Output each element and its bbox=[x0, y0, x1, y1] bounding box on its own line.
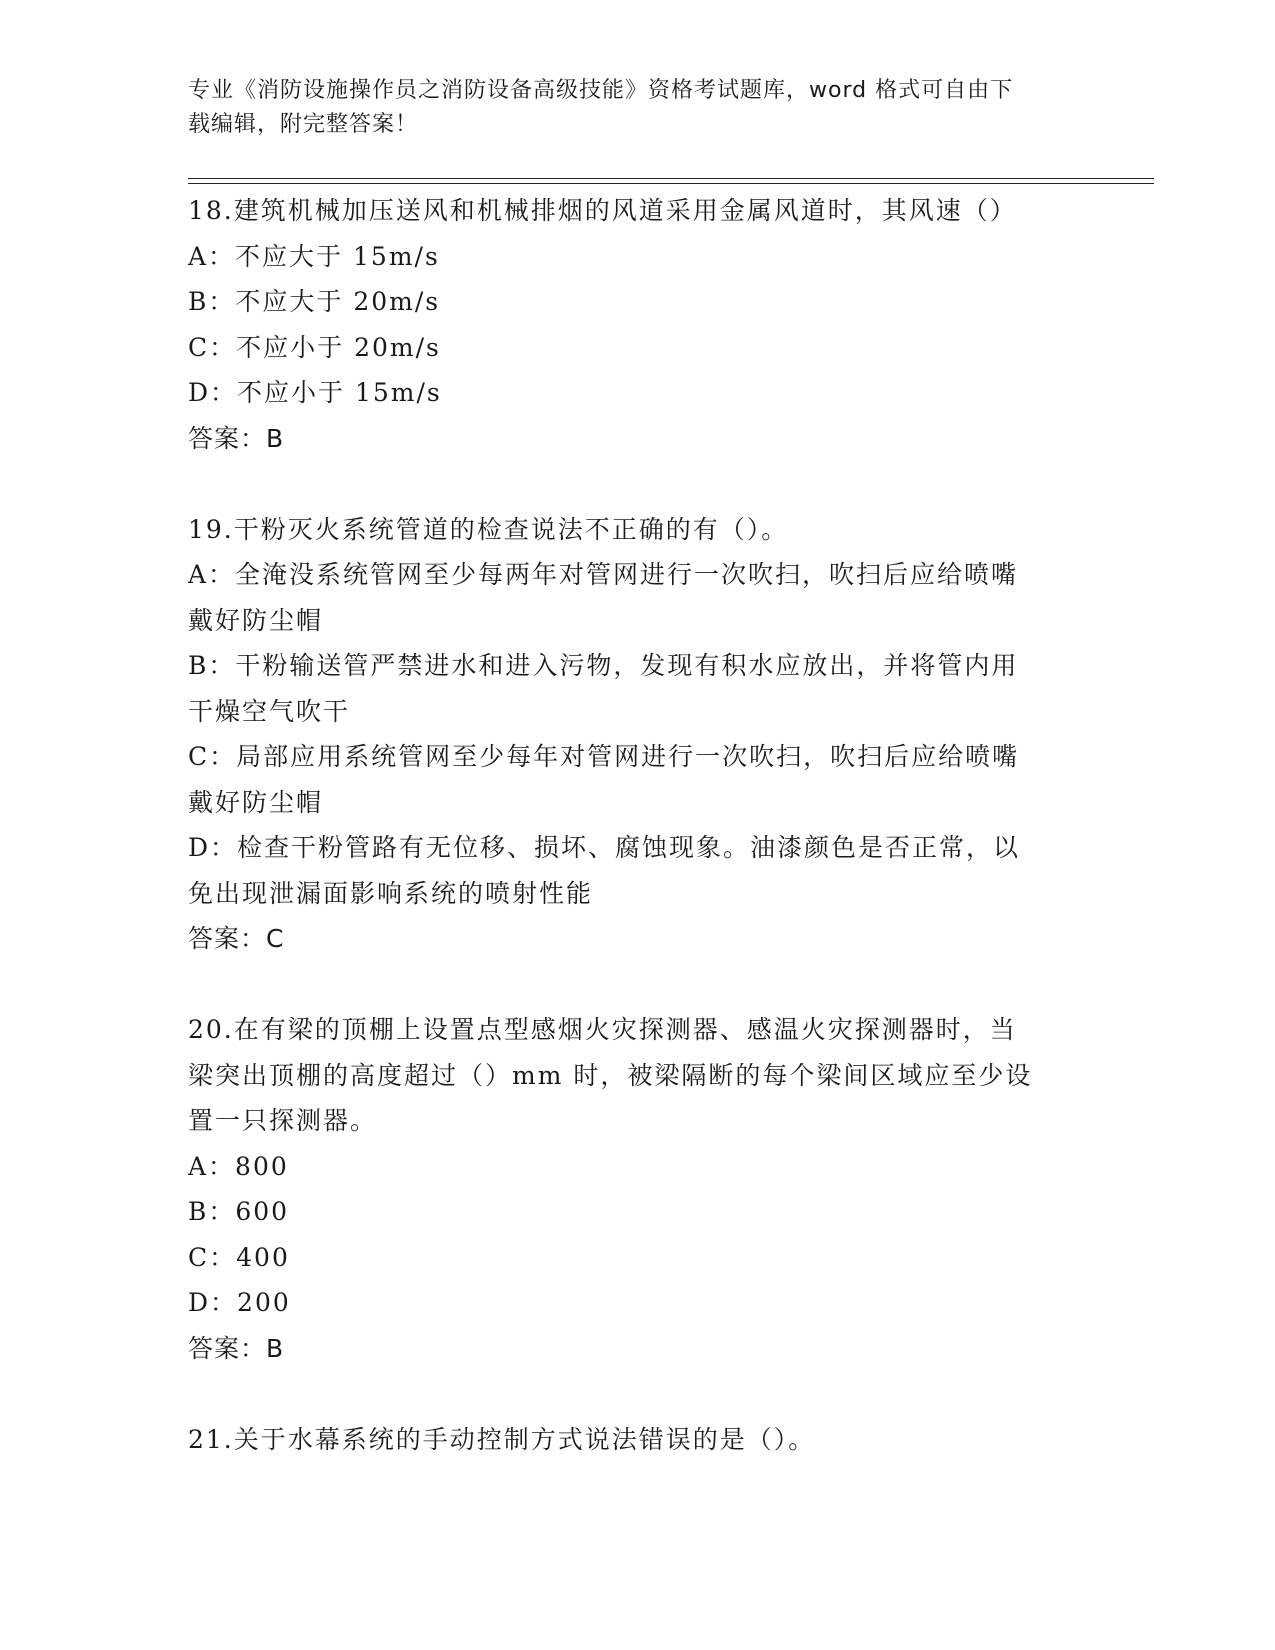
answer-line bbox=[188, 916, 1078, 962]
header-divider-top bbox=[188, 178, 1154, 179]
question-18 bbox=[188, 188, 1078, 461]
answer-value: C bbox=[266, 924, 285, 953]
option-a: A：全淹没系统管网至少每两年对管网进行一次吹扫，吹扫后应给喷嘴 bbox=[188, 560, 1019, 589]
answer-label: 答案： bbox=[188, 1333, 267, 1363]
answer-label: 答案： bbox=[188, 423, 267, 453]
option-a: A：不应大于 15m/s bbox=[188, 241, 440, 271]
answer-line bbox=[188, 1326, 1078, 1372]
option-b: B：不应大于 20m/s bbox=[188, 287, 441, 316]
question-stem-continued: 置一只探测器。 bbox=[188, 1106, 378, 1135]
document-header bbox=[188, 74, 1068, 142]
option-a-continued: 戴好防尘帽 bbox=[188, 605, 324, 635]
option-a: A：800 bbox=[188, 1151, 289, 1181]
option-c: C：局部应用系统管网至少每年对管网进行一次吹扫，吹扫后应给喷嘴 bbox=[188, 742, 1020, 771]
header-line-2: 载编辑，附完整答案！ bbox=[188, 112, 419, 137]
question-stem: 18.建筑机械加压送风和机械排烟的风道采用金属风道时，其风速（） bbox=[188, 196, 1017, 225]
spacer bbox=[188, 1371, 1078, 1417]
option-d-continued: 免出现泄漏面影响系统的喷射性能 bbox=[188, 878, 594, 908]
option-b: B：600 bbox=[188, 1197, 290, 1226]
answer-label: 答案： bbox=[188, 924, 267, 953]
option-b: B：干粉输送管严禁进水和进入污物，发现有积水应放出，并将管内用 bbox=[188, 651, 1019, 680]
question-21 bbox=[188, 1417, 1078, 1463]
answer-line bbox=[188, 416, 1078, 462]
question-list bbox=[188, 188, 1078, 1462]
option-d: D：检查干粉管路有无位移、损坏、腐蚀现象。油漆颜色是否正常，以 bbox=[188, 833, 1021, 862]
header-divider-bottom bbox=[188, 183, 1154, 184]
question-stem: 19.干粉灭火系统管道的检查说法不正确的有（）。 bbox=[188, 514, 789, 544]
spacer bbox=[188, 461, 1078, 507]
answer-value: B bbox=[266, 423, 285, 453]
question-19 bbox=[188, 507, 1078, 962]
question-stem: 20.在有梁的顶棚上设置点型感烟火灾探测器、感温火灾探测器时，当 bbox=[188, 1015, 1017, 1044]
option-d: D：不应小于 15m/s bbox=[188, 378, 442, 407]
option-c: C：400 bbox=[188, 1242, 290, 1272]
option-b-continued: 干燥空气吹干 bbox=[188, 696, 351, 726]
question-20 bbox=[188, 1007, 1078, 1371]
spacer bbox=[188, 962, 1078, 1008]
question-stem-continued: 梁突出顶棚的高度超过（）mm 时，被梁隔断的每个梁间区域应至少设 bbox=[188, 1060, 1033, 1090]
option-d: D：200 bbox=[188, 1288, 291, 1317]
option-c-continued: 戴好防尘帽 bbox=[188, 787, 324, 817]
option-c: C：不应小于 20m/s bbox=[188, 332, 441, 362]
header-line-1: 专业《消防设施操作员之消防设备高级技能》资格考试题库，word 格式可自由下 bbox=[188, 78, 1014, 103]
question-stem: 21.关于水幕系统的手动控制方式说法错误的是（）。 bbox=[188, 1424, 816, 1454]
answer-value: B bbox=[266, 1333, 285, 1363]
